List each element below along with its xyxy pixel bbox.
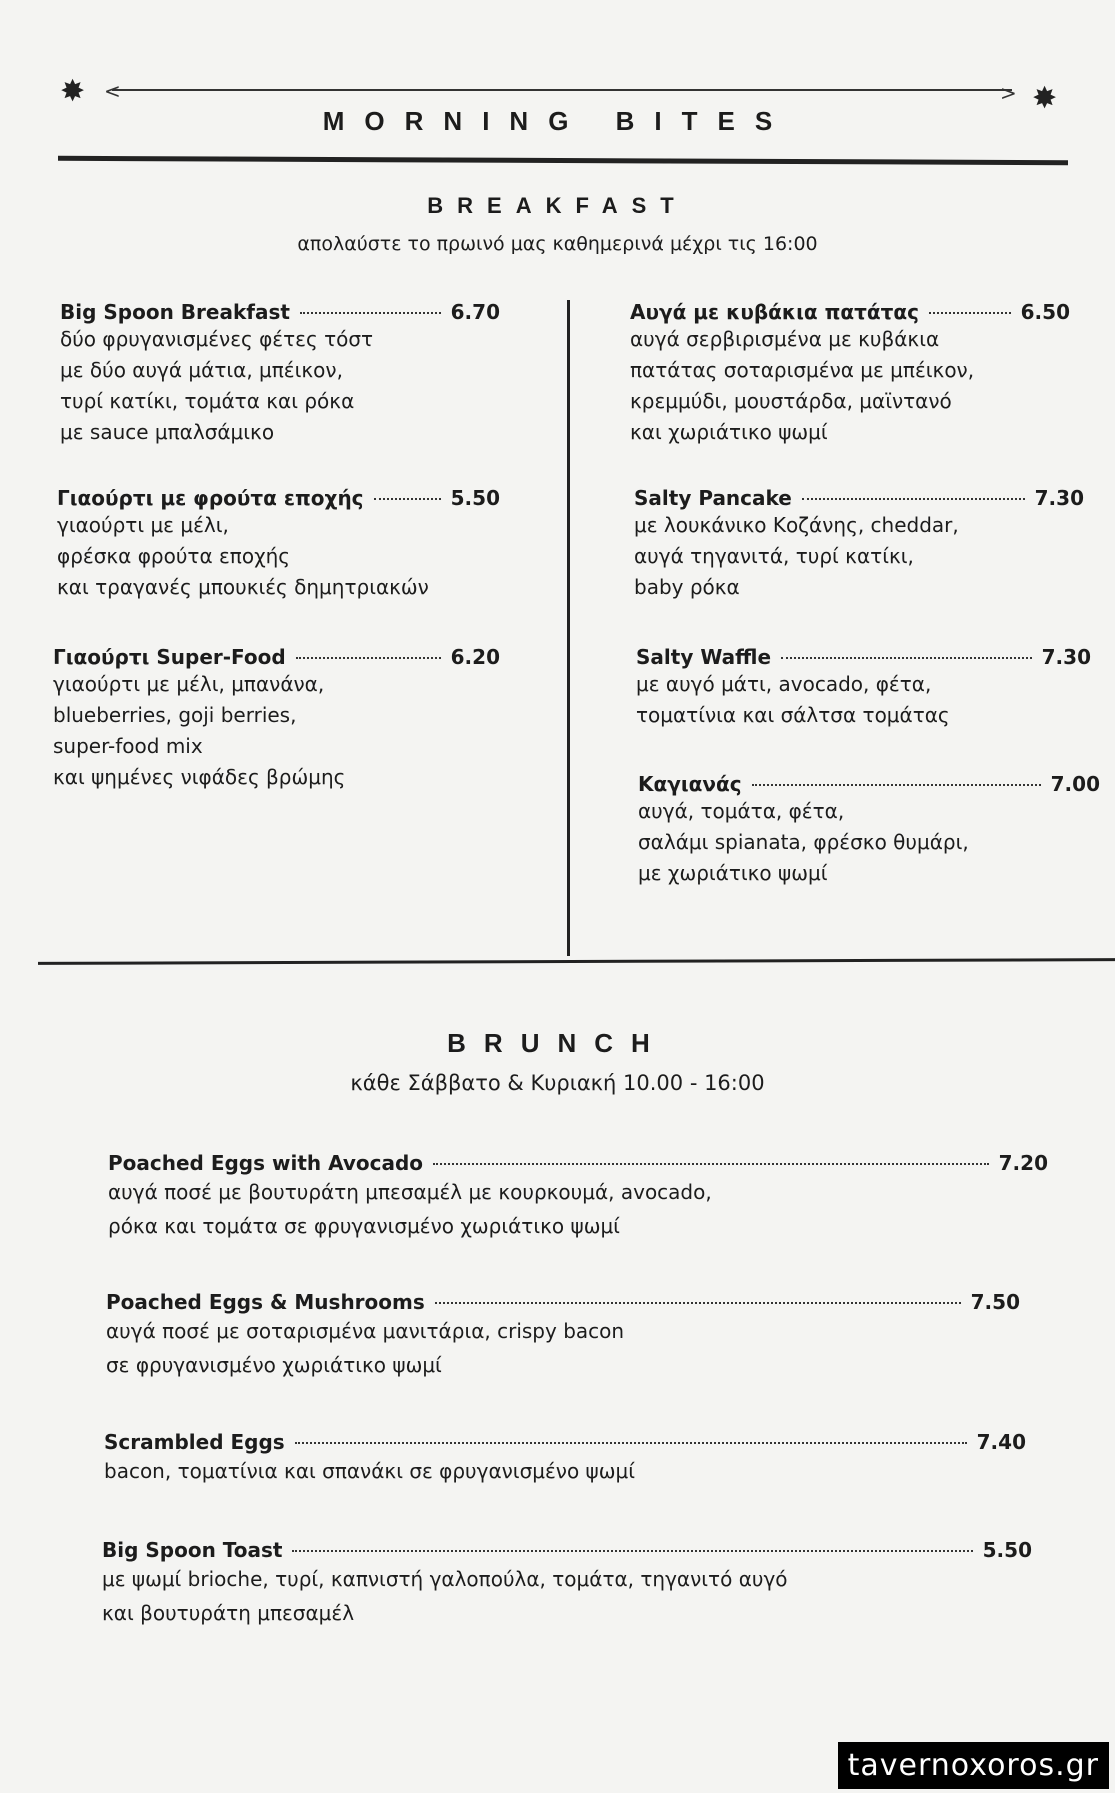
item-desc-line: γιαούρτι με μέλι, μπανάνα, [53,672,325,696]
menu-item [636,645,1091,731]
item-price: 5.50 [982,1538,1032,1562]
leader-dots [435,1302,961,1304]
leader-dots [295,1442,967,1444]
item-desc-line: αυγά τηγανιτά, τυρί κατίκι, [634,544,914,568]
item-desc-line: και τραγανές μπουκιές δημητριακών [57,575,429,599]
item-desc-line: και χωριάτικο ψωμί [630,420,828,444]
item-desc-line: ρόκα και τομάτα σε φρυγανισμένο χωριάτικο ψωμί [108,1214,620,1238]
menu-item [57,486,500,603]
brunch-title: BRUNCH [447,1028,668,1058]
menu-item [106,1290,1020,1382]
leader-dots [781,657,1032,659]
item-price: 7.30 [1034,486,1084,510]
item-name: Poached Eggs & Mushrooms [106,1290,425,1314]
item-name: Salty Pancake [634,486,792,510]
menu-item [104,1430,1026,1488]
menu-item [638,772,1100,889]
item-name: Γιαούρτι Super-Food [53,645,286,669]
item-name: Big Spoon Breakfast [60,300,290,324]
item-name: Poached Eggs with Avocado [108,1151,424,1175]
item-desc-line: με δύο αυγά μάτια, μπέικον, [60,358,343,382]
item-desc-line: δύο φρυγανισμένες φέτες τόστ [60,327,374,351]
item-desc-line: με ψωμί brioche, τυρί, καπνιστή γαλοπούλα, τομάτα, τηγανιτό αυγό [102,1567,788,1591]
breakfast-subtitle: απολαύστε το πρωινό μας καθημερινά μέχρι τις 16:00 [297,233,818,255]
menu-item [634,486,1084,603]
menu-item [60,300,500,448]
item-price: 6.70 [450,300,500,324]
page-title: MORNING BITES [322,106,793,136]
item-name: Γιαούρτι με φρούτα εποχής [57,486,364,510]
item-desc-line: με χωριάτικο ψωμί [638,861,828,885]
item-desc-line: με λουκάνικο Κοζάνης, cheddar, [634,513,959,537]
column-divider [567,300,570,956]
item-desc-line: αυγά σερβιρισμένα με κυβάκια [630,327,940,351]
item-price: 5.50 [450,486,500,510]
item-desc-line: bacon, τοματίνια και σπανάκι σε φρυγανισμένο ψωμί [104,1459,635,1483]
leader-dots [374,498,441,500]
arrow-left-icon: < [104,79,121,103]
menu-item [102,1538,1032,1630]
item-price: 7.20 [998,1151,1048,1175]
item-desc-line: σε φρυγανισμένο χωριάτικο ψωμί [106,1353,442,1377]
item-desc-line: blueberries, goji berries, [53,703,297,727]
star-left-icon: ✸ [60,74,86,109]
leader-dots [802,498,1025,500]
item-name: Καγιανάς [638,772,742,796]
header-arrow-line [112,89,1012,91]
item-desc-line: τοματίνια και σάλτσα τομάτας [636,703,950,727]
item-name: Αυγά με κυβάκια πατάτας [630,300,920,324]
leader-dots [300,312,441,314]
leader-dots [296,657,441,659]
item-name: Big Spoon Toast [102,1538,283,1562]
item-desc-line: με αυγό μάτι, avocado, φέτα, [636,672,932,696]
menu-item [630,300,1070,448]
star-right-icon: ✸ [1032,81,1058,116]
brunch-subtitle: κάθε Σάββατο & Κυριακή 10.00 - 16:00 [350,1071,765,1095]
item-price: 7.30 [1041,645,1091,669]
menu-item [108,1151,1048,1243]
item-price: 7.00 [1050,772,1100,796]
item-desc-line: super-food mix [53,734,203,758]
breakfast-title: BREAKFAST [427,193,688,218]
item-desc-line: με sauce μπαλσάμικο [60,420,275,444]
item-name: Scrambled Eggs [104,1430,285,1454]
item-desc-line: και βουτυράτη μπεσαμέλ [102,1601,355,1625]
item-name: Salty Waffle [636,645,772,669]
source-watermark: tavernoxoros.gr [838,1742,1109,1789]
item-desc-line: αυγά ποσέ με σοταρισμένα μανιτάρια, crispy bacon [106,1319,625,1343]
leader-dots [929,312,1011,314]
breakfast-bottom-rule [38,958,1115,965]
item-desc-line: φρέσκα φρούτα εποχής [57,544,291,568]
arrow-right-icon: > [1000,81,1017,105]
item-desc-line: και ψημένες νιφάδες βρώμης [53,765,346,789]
item-desc-line: τυρί κατίκι, τομάτα και ρόκα [60,389,355,413]
item-desc-line: σαλάμι spianata, φρέσκο θυμάρι, [638,830,969,854]
item-price: 6.50 [1020,300,1070,324]
item-price: 7.40 [976,1430,1026,1454]
item-desc-line: γιαούρτι με μέλι, [57,513,229,537]
leader-dots [292,1550,972,1552]
item-desc-line: baby ρόκα [634,575,740,599]
menu-item [53,645,500,793]
item-price: 6.20 [450,645,500,669]
leader-dots [752,784,1041,786]
leader-dots [433,1163,989,1165]
item-price: 7.50 [970,1290,1020,1314]
header-rule [58,156,1068,165]
item-desc-line: κρεμμύδι, μουστάρδα, μαϊντανό [630,389,952,413]
item-desc-line: αυγά ποσέ με βουτυράτη μπεσαμέλ με κουρκουμά, avocado, [108,1180,712,1204]
item-desc-line: πατάτας σοταρισμένα με μπέικον, [630,358,975,382]
item-desc-line: αυγά, τομάτα, φέτα, [638,799,845,823]
